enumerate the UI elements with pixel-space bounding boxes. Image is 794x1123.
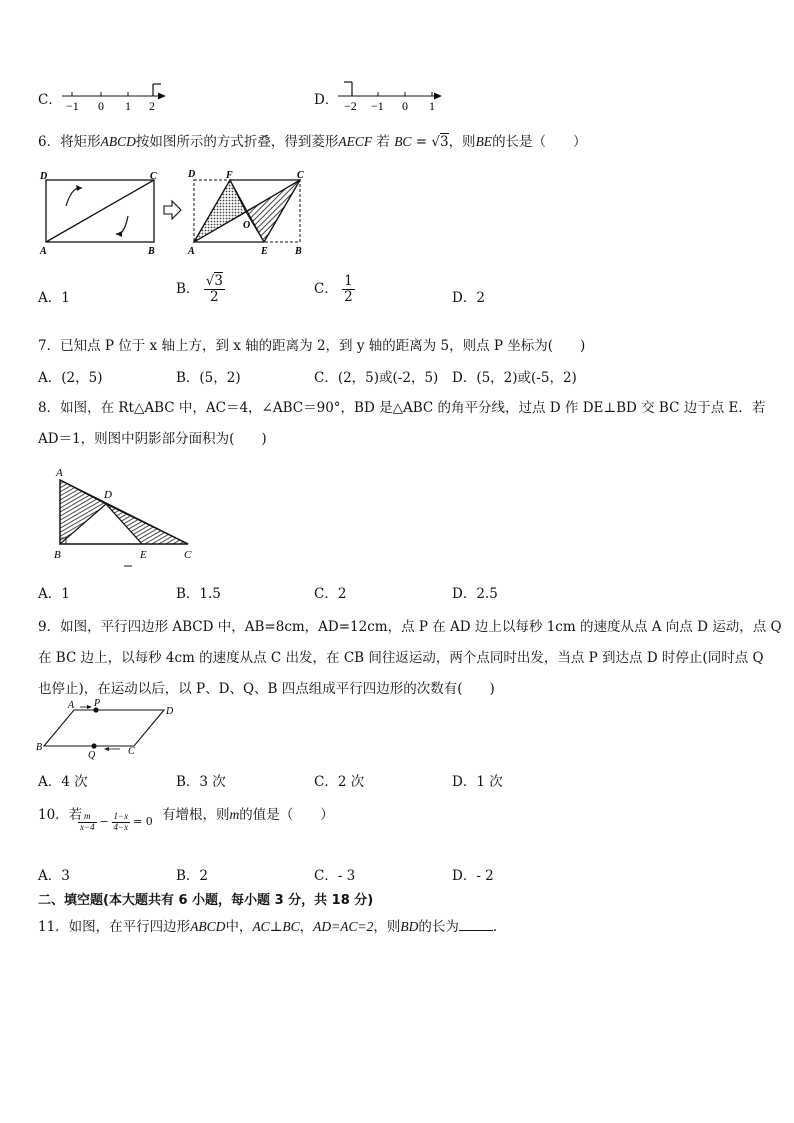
q6-stem-a: 6．将矩形 bbox=[38, 134, 101, 150]
q9-point-q bbox=[91, 743, 96, 748]
q11-stem-a: 11．如图，在平行四边形 bbox=[38, 919, 191, 935]
q8-stem-line2: AD＝1，则图中阴影部分面积为( ) bbox=[38, 431, 267, 447]
q5-option-d-number-line bbox=[334, 78, 449, 116]
q8-label-e: E bbox=[140, 549, 147, 561]
q6f1-label-d: D bbox=[40, 171, 48, 182]
q8-shaded-region-1 bbox=[60, 480, 106, 544]
q6-option-b-num: 3 bbox=[214, 273, 223, 289]
q6f2-label-e: E bbox=[261, 246, 268, 257]
q7-stem: 7．已知点 P 位于 x 轴上方，到 x 轴的距离为 2，到 y 轴的距离为 5，则点 P 坐标为( ) bbox=[38, 338, 586, 354]
q6-rect: ABCD bbox=[100, 134, 136, 149]
q6-arrow-icon bbox=[164, 201, 181, 219]
q10-f1-den: x−4 bbox=[80, 821, 95, 832]
q9-label-p: P bbox=[94, 698, 101, 709]
q6-sqrt-val: 3 bbox=[439, 134, 449, 150]
q10-fraction-1 bbox=[78, 812, 97, 833]
q9-label-a: A bbox=[68, 700, 75, 711]
q10-f1-num: m bbox=[78, 812, 97, 823]
q8-label-d: D bbox=[104, 489, 112, 501]
q6f2-label-a: A bbox=[188, 246, 195, 257]
q11-comma: ， bbox=[299, 919, 314, 935]
q6-option-b bbox=[176, 274, 225, 305]
q9-parallelogram bbox=[44, 710, 164, 746]
q9-stem-line3: 也停止)，在运动以后，以 P、D、Q、B 四点组成平行四边形的次数有( ) bbox=[38, 681, 495, 697]
q5-option-d-label: D． bbox=[314, 92, 339, 108]
q9-stem-line2: 在 BC 边上，以每秒 4cm 的速度从点 C 出发，在 CB 间往返运动，两个点同时出发，当点 P 到达点 D 时停止(同时点 Q bbox=[38, 650, 764, 666]
q11-stem-b: 中， bbox=[225, 919, 253, 935]
q5d-tick-1: −2 bbox=[344, 99, 357, 113]
q6f1-label-a: A bbox=[40, 246, 47, 257]
q6f2-label-d: D bbox=[188, 169, 196, 180]
q11-end: ． bbox=[492, 919, 507, 935]
q11-abcd: ABCD bbox=[190, 919, 226, 934]
q6-stem-b: 按如图所示的方式折叠，得到菱形 bbox=[135, 134, 339, 150]
q6-option-b-label: B． bbox=[176, 280, 200, 297]
q6-option-c bbox=[314, 274, 355, 305]
q5c-tick-1: −1 bbox=[66, 99, 79, 113]
q6-option-a: A．1 bbox=[38, 290, 70, 306]
q6-sqrt: √3 bbox=[431, 134, 449, 150]
q9-label-b: B bbox=[36, 742, 43, 753]
q5c-tick-2: 0 bbox=[98, 99, 104, 113]
q9-option-c: C．2 次 bbox=[314, 774, 365, 790]
q5d-tick-3: 0 bbox=[402, 99, 408, 113]
q6f2-label-c: C bbox=[297, 170, 304, 181]
q9-label-q: Q bbox=[88, 750, 96, 760]
q10-fraction-2 bbox=[112, 812, 131, 833]
q8-label-b: B bbox=[54, 549, 61, 561]
q5-option-c-number-line bbox=[58, 78, 173, 116]
q9-label-d: D bbox=[166, 706, 174, 717]
q11-answer-blank[interactable] bbox=[459, 918, 493, 931]
q5d-tick-2: −1 bbox=[371, 99, 384, 113]
q5d-tick-4: 1 bbox=[429, 99, 435, 113]
q6f1-label-b: B bbox=[148, 246, 155, 257]
q9-label-c: C bbox=[128, 746, 135, 757]
q6-option-c-fraction bbox=[342, 274, 355, 305]
q7-option-d: D．(5，2)或(-5，2) bbox=[452, 370, 577, 386]
q8-label-c: C bbox=[184, 549, 192, 561]
q11-stem bbox=[38, 915, 506, 935]
q11-ad-ac: AD=AC=2 bbox=[313, 919, 374, 934]
q10-option-d: D．- 2 bbox=[452, 868, 494, 884]
q8-option-c: C．2 bbox=[314, 586, 347, 602]
q11-ac-bc: AC⊥BC bbox=[252, 919, 300, 934]
q10-option-a: A．3 bbox=[38, 868, 70, 884]
q6-option-d: D．2 bbox=[452, 290, 485, 306]
q6-rhombus: AECF bbox=[338, 134, 373, 149]
q5-option-c-label: C． bbox=[38, 92, 62, 108]
q6-stem-c: 若 bbox=[376, 134, 390, 150]
q6-stem bbox=[38, 130, 587, 150]
q10-minus: − bbox=[99, 814, 109, 828]
q6-option-c-label: C． bbox=[314, 280, 338, 297]
q6f1-label-c: C bbox=[150, 171, 157, 182]
q8-option-a: A．1 bbox=[38, 586, 70, 602]
q6f2-label-o: O bbox=[243, 220, 251, 231]
q8-option-d: D．2.5 bbox=[452, 586, 498, 602]
q6-stem-d: ，则 bbox=[448, 134, 476, 150]
q8-figure bbox=[48, 462, 208, 570]
q6-be: BE bbox=[475, 134, 493, 149]
q11-bd: BD bbox=[400, 919, 419, 934]
q9-figure bbox=[36, 698, 186, 760]
q9-option-a: A．4 次 bbox=[38, 774, 88, 790]
q9-stem-line1: 9．如图，平行四边形 ABCD 中，AB=8cm，AD=12cm，点 P 在 AD 边上以每秒 1cm 的速度从点 A 向点 D 运动，点 Q bbox=[38, 619, 782, 635]
q8-stem-line1: 8．如图，在 Rt△ABC 中，AC＝4，∠ABC＝90°，BD 是△ABC 的角平分线，过点 D 作 DE⊥BD 交 BC 边于点 E．若 bbox=[38, 400, 766, 416]
q5c-tick-3: 1 bbox=[125, 99, 131, 113]
q10-f2-num: 1−x bbox=[113, 811, 129, 821]
q8-option-b: B．1.5 bbox=[176, 586, 221, 602]
q9-option-d: D．1 次 bbox=[452, 774, 503, 790]
q10-option-b: B．2 bbox=[176, 868, 209, 884]
q11-stem-d: 的长为 bbox=[418, 919, 459, 935]
q10-stem-c: 的值是（ ） bbox=[239, 807, 334, 823]
q6-option-b-den: 2 bbox=[210, 288, 219, 305]
q10-m: m bbox=[229, 807, 240, 822]
q7-option-b: B．(5，2) bbox=[176, 370, 241, 386]
q5c-tick-4: 2 bbox=[149, 99, 155, 113]
q6-figure bbox=[36, 166, 316, 260]
q6-option-c-den: 2 bbox=[344, 288, 353, 305]
q6-option-c-num: 1 bbox=[344, 273, 353, 289]
q6-stem-e: 的长是（ ） bbox=[492, 134, 587, 150]
q6f2-label-b: B bbox=[295, 246, 302, 257]
q6f2-label-f: F bbox=[226, 170, 233, 181]
q8-label-a: A bbox=[56, 467, 63, 479]
q6-bc: BC bbox=[394, 134, 412, 149]
q6-option-b-fraction: $\frac{√3}{2}$ bbox=[205, 273, 223, 305]
q10-stem-b-wrap bbox=[162, 803, 334, 823]
q11-stem-c: ，则 bbox=[373, 919, 401, 935]
q10-option-c: C．- 3 bbox=[314, 868, 356, 884]
q9-option-b: B．3 次 bbox=[176, 774, 226, 790]
q10-stem-b: 有增根，则 bbox=[162, 807, 230, 823]
section-2-heading: 二、填空题(本大题共有 6 小题，每小题 3 分，共 18 分) bbox=[38, 893, 374, 908]
q10-f2-den: 4−x bbox=[113, 821, 129, 832]
q10-eq0: = 0 bbox=[133, 814, 153, 828]
q7-option-a: A．(2，5) bbox=[38, 370, 103, 386]
q10-stem-a: 10．若 bbox=[38, 807, 83, 823]
q7-option-c: C．(2，5)或(-2，5) bbox=[314, 370, 439, 386]
q6-eq: = bbox=[415, 134, 428, 150]
q10-equation bbox=[78, 812, 153, 833]
q6-diagonal bbox=[46, 180, 154, 242]
